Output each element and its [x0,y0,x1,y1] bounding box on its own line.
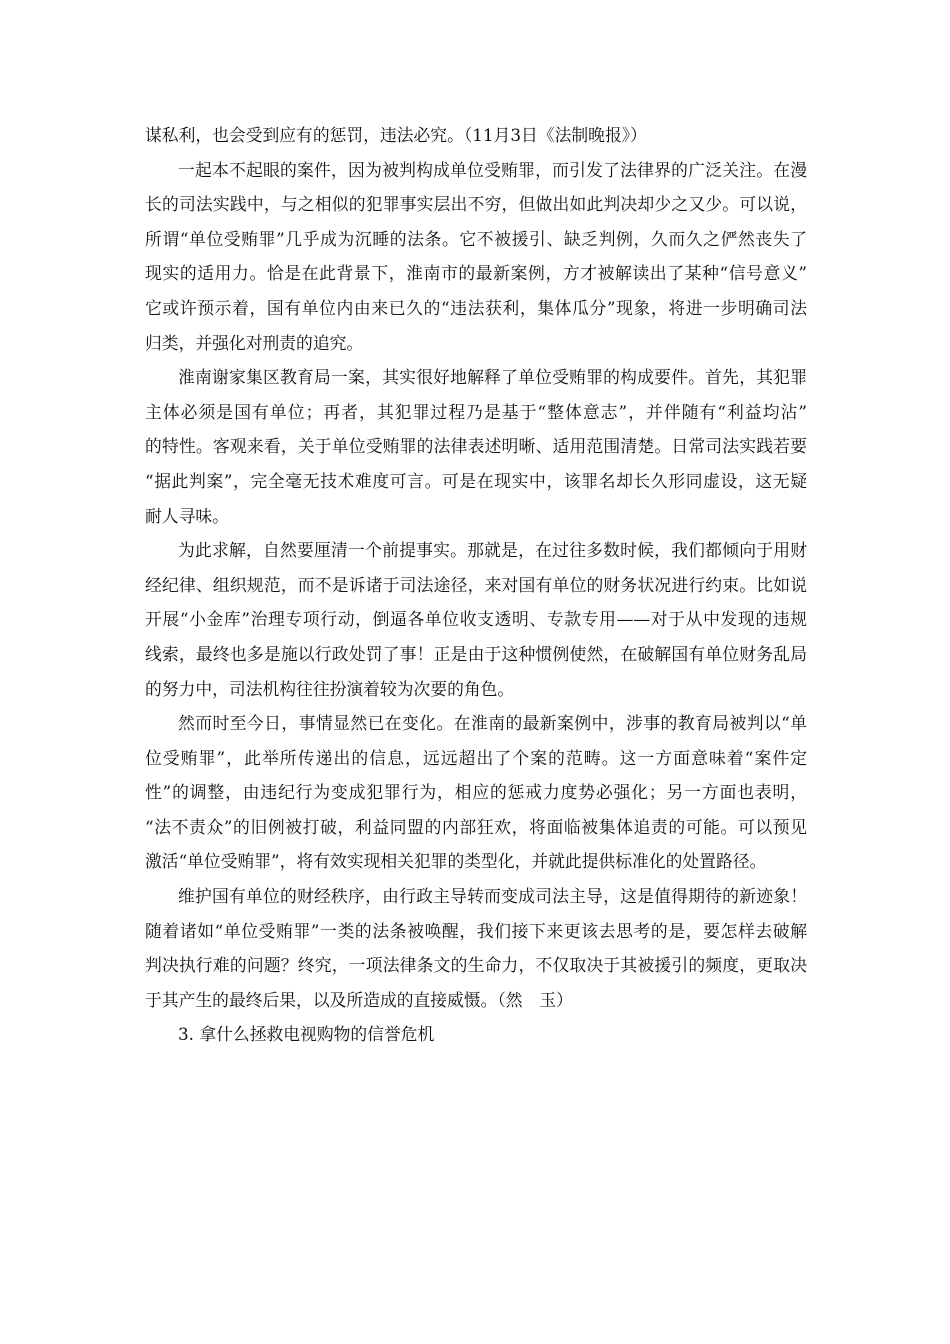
paragraph-4 [145,533,807,706]
paragraph-1 [145,118,807,153]
text-line: 的努力中，司法机构往往扮演着较为次要的角色。 [145,678,515,699]
text-line: 它或许预示着，国有单位内由来已久的“违法获利，集体瓜分”现象，将进一步明确司法 [145,297,807,318]
paragraph-5 [145,706,807,879]
text-line: “据此判案”，完全毫无技术难度可言。可是在现实中，该罪名却长久形同虚设，这无疑 [145,470,807,491]
text-line: 的特性。客观来看，关于单位受贿罪的法律表述明晰、适用范围清楚。日常司法实践若要 [145,436,807,457]
text-line: 线索，最终也多是施以行政处罚了事！正是由于这种惯例使然，在破解国有单位财务乱局 [145,643,807,664]
text-line: 淮南谢家集区教育局一案，其实很好地解释了单位受贿罪的构成要件。首先，其犯罪 [178,367,807,388]
text-line: 耐人寻味。 [145,505,229,526]
text-line: 然而时至今日，事情显然已在变化。在淮南的最新案例中，涉事的教育局被判以“单 [178,713,807,734]
text-line: 经纪律、组织规范，而不是诉诸于司法途径，来对国有单位的财务状况进行约束。比如说 [145,574,807,595]
text-line: 位受贿罪”，此举所传递出的信息，远远超出了个案的范畴。这一方面意味着“案件定 [145,747,807,768]
text-line: 于其产生的最终后果，以及所造成的直接威慑。（然 玉） [145,989,573,1010]
text-line: 开展“小金库”治理专项行动，倒逼各单位收支透明、专款专用——对于从中发现的违规 [145,609,807,630]
section-heading: 3. 拿什么拯救电视购物的信誉危机 [178,1024,435,1045]
text-line: 所谓“单位受贿罪”几乎成为沉睡的法条。它不被援引、缺乏判例，久而久之俨然丧失了 [145,228,807,249]
text-line: 主体必须是国有单位；再者，其犯罪过程乃是基于“整体意志”，并伴随有“利益均沾” [145,401,807,422]
paragraph-3 [145,360,807,533]
text-line: 谋私利，也会受到应有的惩罚，违法必究。（11月3日《法制晚报》） [145,125,647,145]
document-page [145,118,807,1052]
paragraph-2 [145,153,807,361]
text-line: 长的司法实践中，与之相似的犯罪事实层出不穷，但做出如此判决却少之又少。可以说， [145,194,807,215]
text-line: 为此求解，自然要厘清一个前提事实。那就是，在过往多数时候，我们都倾向于用财 [178,540,807,561]
text-line: “法不责众”的旧例被打破，利益同盟的内部狂欢，将面临被集体追责的可能。可以预见 [145,816,807,837]
text-line: 维护国有单位的财经秩序，由行政主导转而变成司法主导，这是值得期待的新迹象！ [178,886,807,907]
text-line: 现实的适用力。恰是在此背景下，淮南市的最新案例，方才被解读出了某种“信号意义” [145,263,807,284]
text-line: 归类，并强化对刑责的追究。 [145,332,364,353]
text-line: 性”的调整，由违纪行为变成犯罪行为，相应的惩戒力度势必强化；另一方面也表明， [145,782,807,803]
text-line: 激活“单位受贿罪”，将有效实现相关犯罪的类型化，并就此提供标准化的处置路径。 [145,851,767,872]
text-line: 随着诸如“单位受贿罪”一类的法条被唤醒，我们接下来更该去思考的是，要怎样去破解 [145,920,807,941]
text-line: 判决执行难的问题？终究，一项法律条文的生命力，不仅取决于其被援引的频度，更取决 [145,955,807,976]
paragraph-6 [145,879,807,1017]
text-line: 一起本不起眼的案件，因为被判构成单位受贿罪，而引发了法律界的广泛关注。在漫 [178,159,807,180]
